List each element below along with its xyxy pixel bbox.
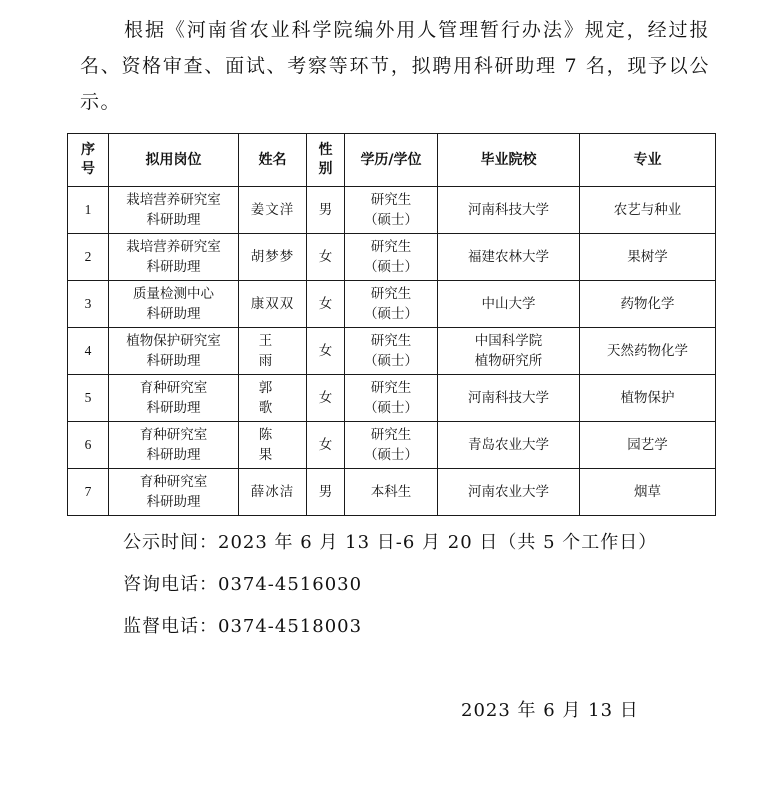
cell-name: 陈 果 — [239, 422, 307, 469]
cell-major: 园艺学 — [580, 422, 716, 469]
cell-index: 1 — [68, 187, 109, 234]
announcement-period: 公示时间：2023 年 6 月 13 日-6 月 20 日（共 5 个工作日） — [123, 532, 658, 553]
cell-gender: 女 — [307, 234, 345, 281]
table-row — [68, 328, 716, 375]
cell-name: 薛冰洁 — [239, 469, 307, 516]
cell-major: 农艺与种业 — [580, 187, 716, 234]
cell-major: 烟草 — [580, 469, 716, 516]
cell-position: 育种研究室 科研助理 — [109, 469, 239, 516]
cell-name: 姜文洋 — [239, 187, 307, 234]
cell-school: 河南农业大学 — [438, 469, 580, 516]
header-gender: 性 别 — [307, 134, 345, 187]
supervise-phone: 监督电话：0374-4518003 — [123, 616, 363, 637]
cell-gender: 女 — [307, 328, 345, 375]
cell-school: 河南科技大学 — [438, 375, 580, 422]
cell-school: 中国科学院 植物研究所 — [438, 328, 580, 375]
cell-major: 药物化学 — [580, 281, 716, 328]
announcement-date: 2023 年 6 月 13 日 — [461, 700, 639, 721]
table-header-row — [68, 134, 716, 187]
cell-major: 天然药物化学 — [580, 328, 716, 375]
table-row — [68, 469, 716, 516]
cell-school: 河南科技大学 — [438, 187, 580, 234]
cell-name: 胡梦梦 — [239, 234, 307, 281]
cell-degree: 研究生 （硕士） — [345, 234, 438, 281]
cell-index: 6 — [68, 422, 109, 469]
header-name: 姓名 — [239, 134, 307, 187]
cell-school: 中山大学 — [438, 281, 580, 328]
consult-phone: 咨询电话：0374-4516030 — [123, 574, 363, 595]
cell-major: 果树学 — [580, 234, 716, 281]
cell-degree: 研究生 （硕士） — [345, 328, 438, 375]
cell-position: 育种研究室 科研助理 — [109, 375, 239, 422]
cell-degree: 研究生 （硕士） — [345, 281, 438, 328]
cell-school: 福建农林大学 — [438, 234, 580, 281]
cell-gender: 男 — [307, 187, 345, 234]
cell-degree: 研究生 （硕士） — [345, 375, 438, 422]
cell-degree: 研究生 （硕士） — [345, 422, 438, 469]
table-row — [68, 375, 716, 422]
cell-gender: 女 — [307, 422, 345, 469]
cell-name: 王 雨 — [239, 328, 307, 375]
header-degree: 学历/学位 — [345, 134, 438, 187]
cell-index: 2 — [68, 234, 109, 281]
cell-name: 郭 歌 — [239, 375, 307, 422]
table-body — [68, 187, 716, 516]
cell-position: 育种研究室 科研助理 — [109, 422, 239, 469]
cell-position: 质量检测中心 科研助理 — [109, 281, 239, 328]
intro-paragraph: 根据《河南省农业科学院编外用人管理暂行办法》规定，经过报名、资格审查、面试、考察等环节，拟聘用科研助理 7 名，现予以公示。 — [80, 19, 710, 113]
cell-index: 4 — [68, 328, 109, 375]
table-row — [68, 187, 716, 234]
cell-position: 植物保护研究室 科研助理 — [109, 328, 239, 375]
table-row — [68, 281, 716, 328]
cell-index: 7 — [68, 469, 109, 516]
table-row — [68, 422, 716, 469]
header-school: 毕业院校 — [438, 134, 580, 187]
cell-school: 青岛农业大学 — [438, 422, 580, 469]
cell-gender: 女 — [307, 375, 345, 422]
table-row — [68, 234, 716, 281]
header-major: 专业 — [580, 134, 716, 187]
cell-gender: 男 — [307, 469, 345, 516]
cell-index: 5 — [68, 375, 109, 422]
header-position: 拟用岗位 — [109, 134, 239, 187]
cell-degree: 本科生 — [345, 469, 438, 516]
cell-index: 3 — [68, 281, 109, 328]
cell-position: 栽培营养研究室 科研助理 — [109, 187, 239, 234]
cell-name: 康双双 — [239, 281, 307, 328]
cell-position: 栽培营养研究室 科研助理 — [109, 234, 239, 281]
cell-degree: 研究生 （硕士） — [345, 187, 438, 234]
cell-gender: 女 — [307, 281, 345, 328]
candidate-table — [67, 133, 716, 516]
header-index: 序 号 — [68, 134, 109, 187]
cell-major: 植物保护 — [580, 375, 716, 422]
